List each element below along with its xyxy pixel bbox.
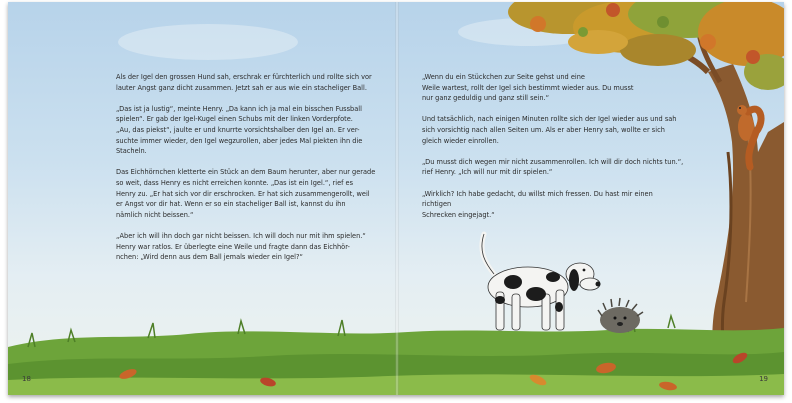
dog-henry bbox=[482, 234, 601, 330]
paragraph: „Wirklich? Ich habe gedacht, du willst mich fressen. Du hast mir einen richtigen Schrecken eingejagt.“ bbox=[422, 189, 653, 219]
hedgehog bbox=[598, 298, 643, 333]
page-number-right: 19 bbox=[759, 375, 768, 383]
page-gutter bbox=[395, 2, 399, 395]
paragraph: „Du musst dich wegen mir nicht zusammenrollen. Ich will dir doch nichts tun.“, rief Henry. „Ich will nur mit dir spielen.“ bbox=[422, 157, 684, 177]
left-page-text bbox=[116, 72, 376, 273]
paragraph: Und tatsächlich, nach einigen Minuten rollte sich der Igel wieder aus und sah sich vorsichtig nach allen Seiten um. Als er aber Henry sah, wollte er sich gleich wieder einrollen. bbox=[422, 115, 677, 145]
right-page-text bbox=[422, 72, 684, 231]
page-number-left: 18 bbox=[22, 375, 31, 383]
paragraph: „Wenn du ein Stückchen zur Seite gehst und eine Weile wartest, rollt der Igel sich bestimmt wieder aus. Du musst nur ganz geduldig und ganz still sein.“ bbox=[422, 73, 634, 103]
paragraph: „Das ist ja lustig“, meinte Henry. „Da kann ich ja mal ein bisschen Fussball spielen“. Er gab der Igel-Kugel einen Schubs mit der linken Vorderpfote. „Au, das piekst“, jaulte er und knurrte vorsichtshalber den Igel an. Er ver- suchte immer wieder, den Igel wegzurollen, aber jedes Mal piekten ihn die Stacheln. bbox=[116, 104, 363, 156]
paragraph: Als der Igel den grossen Hund sah, erschrak er fürchterlich und rollte sich vor lauter Angst ganz dicht zusammen. Jetzt sah er aus wie ein stacheliger Ball. bbox=[116, 73, 372, 92]
paragraph: Das Eichhörnchen kletterte ein Stück an dem Baum herunter, aber nur gerade so weit, dass Henry es nicht erreichen konnte. „Das ist ein Igel.“, rief es Henry zu. „Er hat sich vor dir erschrocken. Er hat sich zusammengerollt, weil er Angst vor dir hat. Wenn er so ein stacheliger Ball ist, kannst du ihn nämlich nicht beissen.“ bbox=[116, 168, 376, 219]
paragraph: „Aber ich will ihn doch gar nicht beissen. Ich will doch nur mit ihm spielen.“ Henry war ratlos. Er überlegte eine Weile und fragte dann das Eichhör- nchen: „Wird denn aus dem Ball jemals wieder ein Igel?“ bbox=[116, 231, 366, 262]
book-spread bbox=[8, 2, 784, 395]
